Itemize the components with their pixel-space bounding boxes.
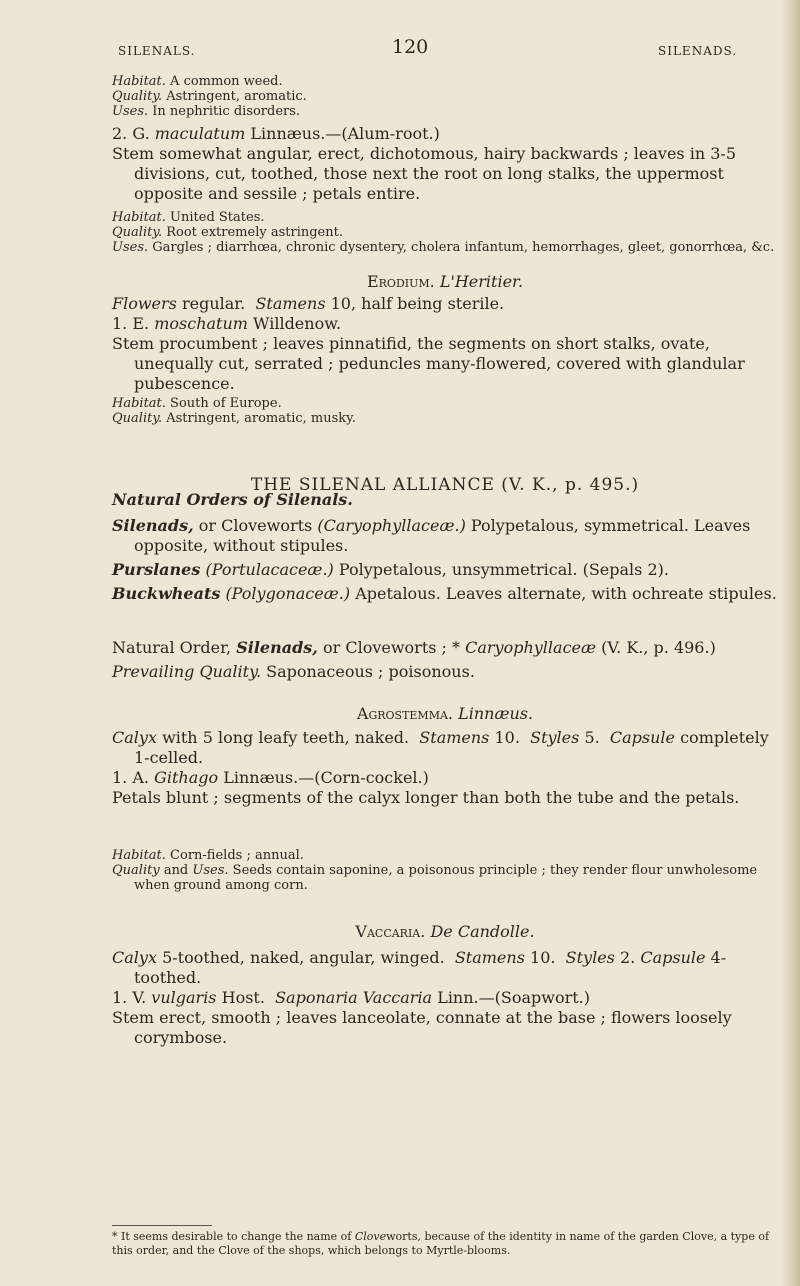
page-number: 120 bbox=[392, 36, 429, 58]
capsule-label: Capsule bbox=[609, 728, 675, 747]
order-latin: Caryophyllaceæ bbox=[465, 638, 597, 657]
stamens-text: 10, half being sterile. bbox=[330, 294, 505, 313]
quality-uses-text: Seeds contain saponine, a poisonous principle ; they render flour unwholesome when ground among corn. bbox=[134, 863, 758, 893]
order-name: Silenads, bbox=[236, 638, 318, 657]
genus-name: Erodium. bbox=[366, 272, 435, 291]
calyx-text: with 5 long leafy teeth, naked. bbox=[162, 728, 410, 747]
alliance-heading: THE SILENAL ALLIANCE (V. K., p. 495.) bbox=[250, 475, 640, 495]
genus-heading-agrostemma bbox=[112, 704, 778, 724]
quality-label: Quality. bbox=[112, 411, 163, 426]
genus-author: L'Heritier. bbox=[439, 272, 524, 291]
uses-label: Uses. bbox=[112, 104, 149, 119]
species-name: vulgaris bbox=[151, 988, 217, 1007]
genus-heading-erodium bbox=[112, 272, 778, 292]
species-description: Stem procumbent ; leaves pinnatifid, the segments on short stalks, ovate, unequally cut, serrated ; peduncles many-flowered, covered with glandular pubescence. bbox=[112, 334, 745, 393]
species-number: 2. G. bbox=[112, 124, 150, 143]
order-latin: (Portulacaceæ.) bbox=[205, 560, 334, 579]
habitat-text: South of Europe. bbox=[170, 396, 282, 411]
erodium-notes bbox=[112, 396, 778, 426]
species-agrostemma-githago bbox=[112, 728, 778, 808]
capsule-text: completely 1-celled. bbox=[134, 728, 769, 767]
alliance-subtitle: Natural Orders of Silenals. bbox=[112, 490, 353, 509]
genus-author: Linnæus. bbox=[458, 704, 534, 723]
species-name: moschatum bbox=[154, 314, 248, 333]
order-name: Purslanes bbox=[112, 560, 201, 579]
order-latin: (Polygonaceæ.) bbox=[225, 584, 351, 603]
species-author: Willdenow. bbox=[253, 314, 342, 333]
order-desc: Apetalous. Leaves alternate, with ochreate stipules. bbox=[355, 584, 777, 603]
quality-label: Quality. bbox=[112, 89, 163, 104]
footnote-post: , because of the identity in name of the garden Clove, a type of this order, and the Clove of the shops, which belongs to Myrtle-blooms. bbox=[112, 1230, 770, 1257]
section-habitat-1 bbox=[112, 74, 778, 119]
species-author: Host. bbox=[221, 988, 265, 1007]
species-description: Stem somewhat angular, erect, dichotomous, hairy backwards ; leaves in 3-5 divisions, cut, toothed, those next the root on long stalks, the uppermost opposite and sessile ; petals entire. bbox=[112, 144, 736, 203]
flowers-text: regular. bbox=[181, 294, 246, 313]
species-vaccaria-vulgaris bbox=[112, 948, 778, 1048]
quality-text: Astringent, aromatic, musky. bbox=[166, 411, 356, 426]
footnote-rule bbox=[112, 1225, 212, 1226]
habitat-text: A common weed. bbox=[170, 74, 283, 89]
synonym-name: Saponaria Vaccaria bbox=[275, 988, 433, 1007]
uses-text: In nephritic disorders. bbox=[152, 104, 301, 119]
uses-label: Uses. bbox=[192, 863, 229, 878]
footnote-word2: worts bbox=[386, 1230, 418, 1243]
genus-author: De Candolle. bbox=[430, 922, 535, 941]
habitat-label: Habitat. bbox=[112, 396, 166, 411]
species-author: Linnæus.—(Corn-cockel.) bbox=[223, 768, 429, 787]
stamens-text: 10. bbox=[494, 728, 520, 747]
styles-text: 2. bbox=[619, 948, 636, 967]
species-number: 1. A. bbox=[112, 768, 149, 787]
order-name: Silenads, bbox=[112, 516, 194, 535]
quality-label: Quality. bbox=[112, 225, 163, 240]
genus-heading-vaccaria bbox=[112, 922, 778, 942]
order-latin: (Caryophyllaceæ.) bbox=[317, 516, 466, 535]
habitat-text: Corn-fields ; annual. bbox=[170, 848, 304, 863]
footnote bbox=[112, 1230, 782, 1258]
order-mid: or Cloveworts ; * bbox=[322, 638, 461, 657]
species-name: maculatum bbox=[154, 124, 246, 143]
stamens-label: Stamens bbox=[454, 948, 525, 967]
genus-name: Agrostemma. bbox=[356, 704, 453, 723]
footnote-word: Clove bbox=[354, 1230, 387, 1243]
species-description: Petals blunt ; segments of the calyx longer than both the tube and the petals. bbox=[112, 788, 740, 807]
geranium-notes bbox=[112, 210, 778, 255]
species-number: 1. E. bbox=[112, 314, 150, 333]
order-name: Buckwheats bbox=[112, 584, 221, 603]
stamens-text: 10. bbox=[530, 948, 556, 967]
prevailing-text: Saponaceous ; poisonous. bbox=[266, 662, 475, 681]
stamens-label: Stamens bbox=[419, 728, 490, 747]
quality-label: Quality bbox=[112, 863, 160, 878]
species-number: 1. V. bbox=[112, 988, 147, 1007]
flowers-label: Flowers bbox=[112, 294, 177, 313]
quality-text: Root extremely astringent. bbox=[166, 225, 343, 240]
capsule-text: 4-toothed. bbox=[134, 948, 727, 987]
habitat-label: Habitat. bbox=[112, 210, 166, 225]
order-pre: Natural Order, bbox=[112, 638, 232, 657]
genus-name: Vaccaria. bbox=[355, 922, 426, 941]
quality-text: Astringent, aromatic. bbox=[166, 89, 307, 104]
and-text: and bbox=[163, 863, 189, 878]
order-ref: (V. K., p. 496.) bbox=[601, 638, 716, 657]
natural-order-section bbox=[112, 638, 778, 682]
calyx-text: 5-toothed, naked, angular, winged. bbox=[162, 948, 445, 967]
order-desc: Polypetalous, symmetrical. Leaves opposite, without stipules. bbox=[134, 516, 751, 555]
running-header-right: SILENADS. bbox=[658, 44, 738, 58]
synonym-author: Linn.—(Soapwort.) bbox=[437, 988, 590, 1007]
alliance-orders bbox=[112, 490, 778, 604]
species-geranium-maculatum bbox=[112, 124, 778, 204]
styles-text: 5. bbox=[584, 728, 600, 747]
species-erodium-moschatum bbox=[112, 294, 778, 394]
habitat-label: Habitat. bbox=[112, 848, 166, 863]
stamens-label: Stamens bbox=[255, 294, 326, 313]
footnote-pre: * It seems desirable to change the name of bbox=[112, 1230, 352, 1243]
habitat-label: Habitat. bbox=[112, 74, 166, 89]
prevailing-label: Prevailing Quality. bbox=[112, 662, 262, 681]
calyx-label: Calyx bbox=[112, 948, 157, 967]
page-edge-shadow bbox=[782, 0, 800, 1286]
order-desc: Polypetalous, unsymmetrical. (Sepals 2). bbox=[338, 560, 669, 579]
species-author: Linnæus.—(Alum-root.) bbox=[250, 124, 440, 143]
running-header-left: SILENALS. bbox=[118, 44, 196, 58]
species-description: Stem erect, smooth ; leaves lanceolate, connate at the base ; flowers loosely corymbose. bbox=[112, 1008, 732, 1047]
habitat-text: United States. bbox=[170, 210, 265, 225]
calyx-label: Calyx bbox=[112, 728, 157, 747]
capsule-label: Capsule bbox=[640, 948, 706, 967]
uses-text: Gargles ; diarrhœa, chronic dysentery, cholera infantum, hemorrhages, gleet, gonorrhœa, &c. bbox=[152, 240, 775, 255]
uses-label: Uses. bbox=[112, 240, 149, 255]
species-name: Githago bbox=[154, 768, 219, 787]
styles-label: Styles bbox=[565, 948, 615, 967]
order-alt: or Cloveworts bbox=[198, 516, 313, 535]
styles-label: Styles bbox=[530, 728, 580, 747]
agrostemma-notes bbox=[112, 848, 778, 893]
